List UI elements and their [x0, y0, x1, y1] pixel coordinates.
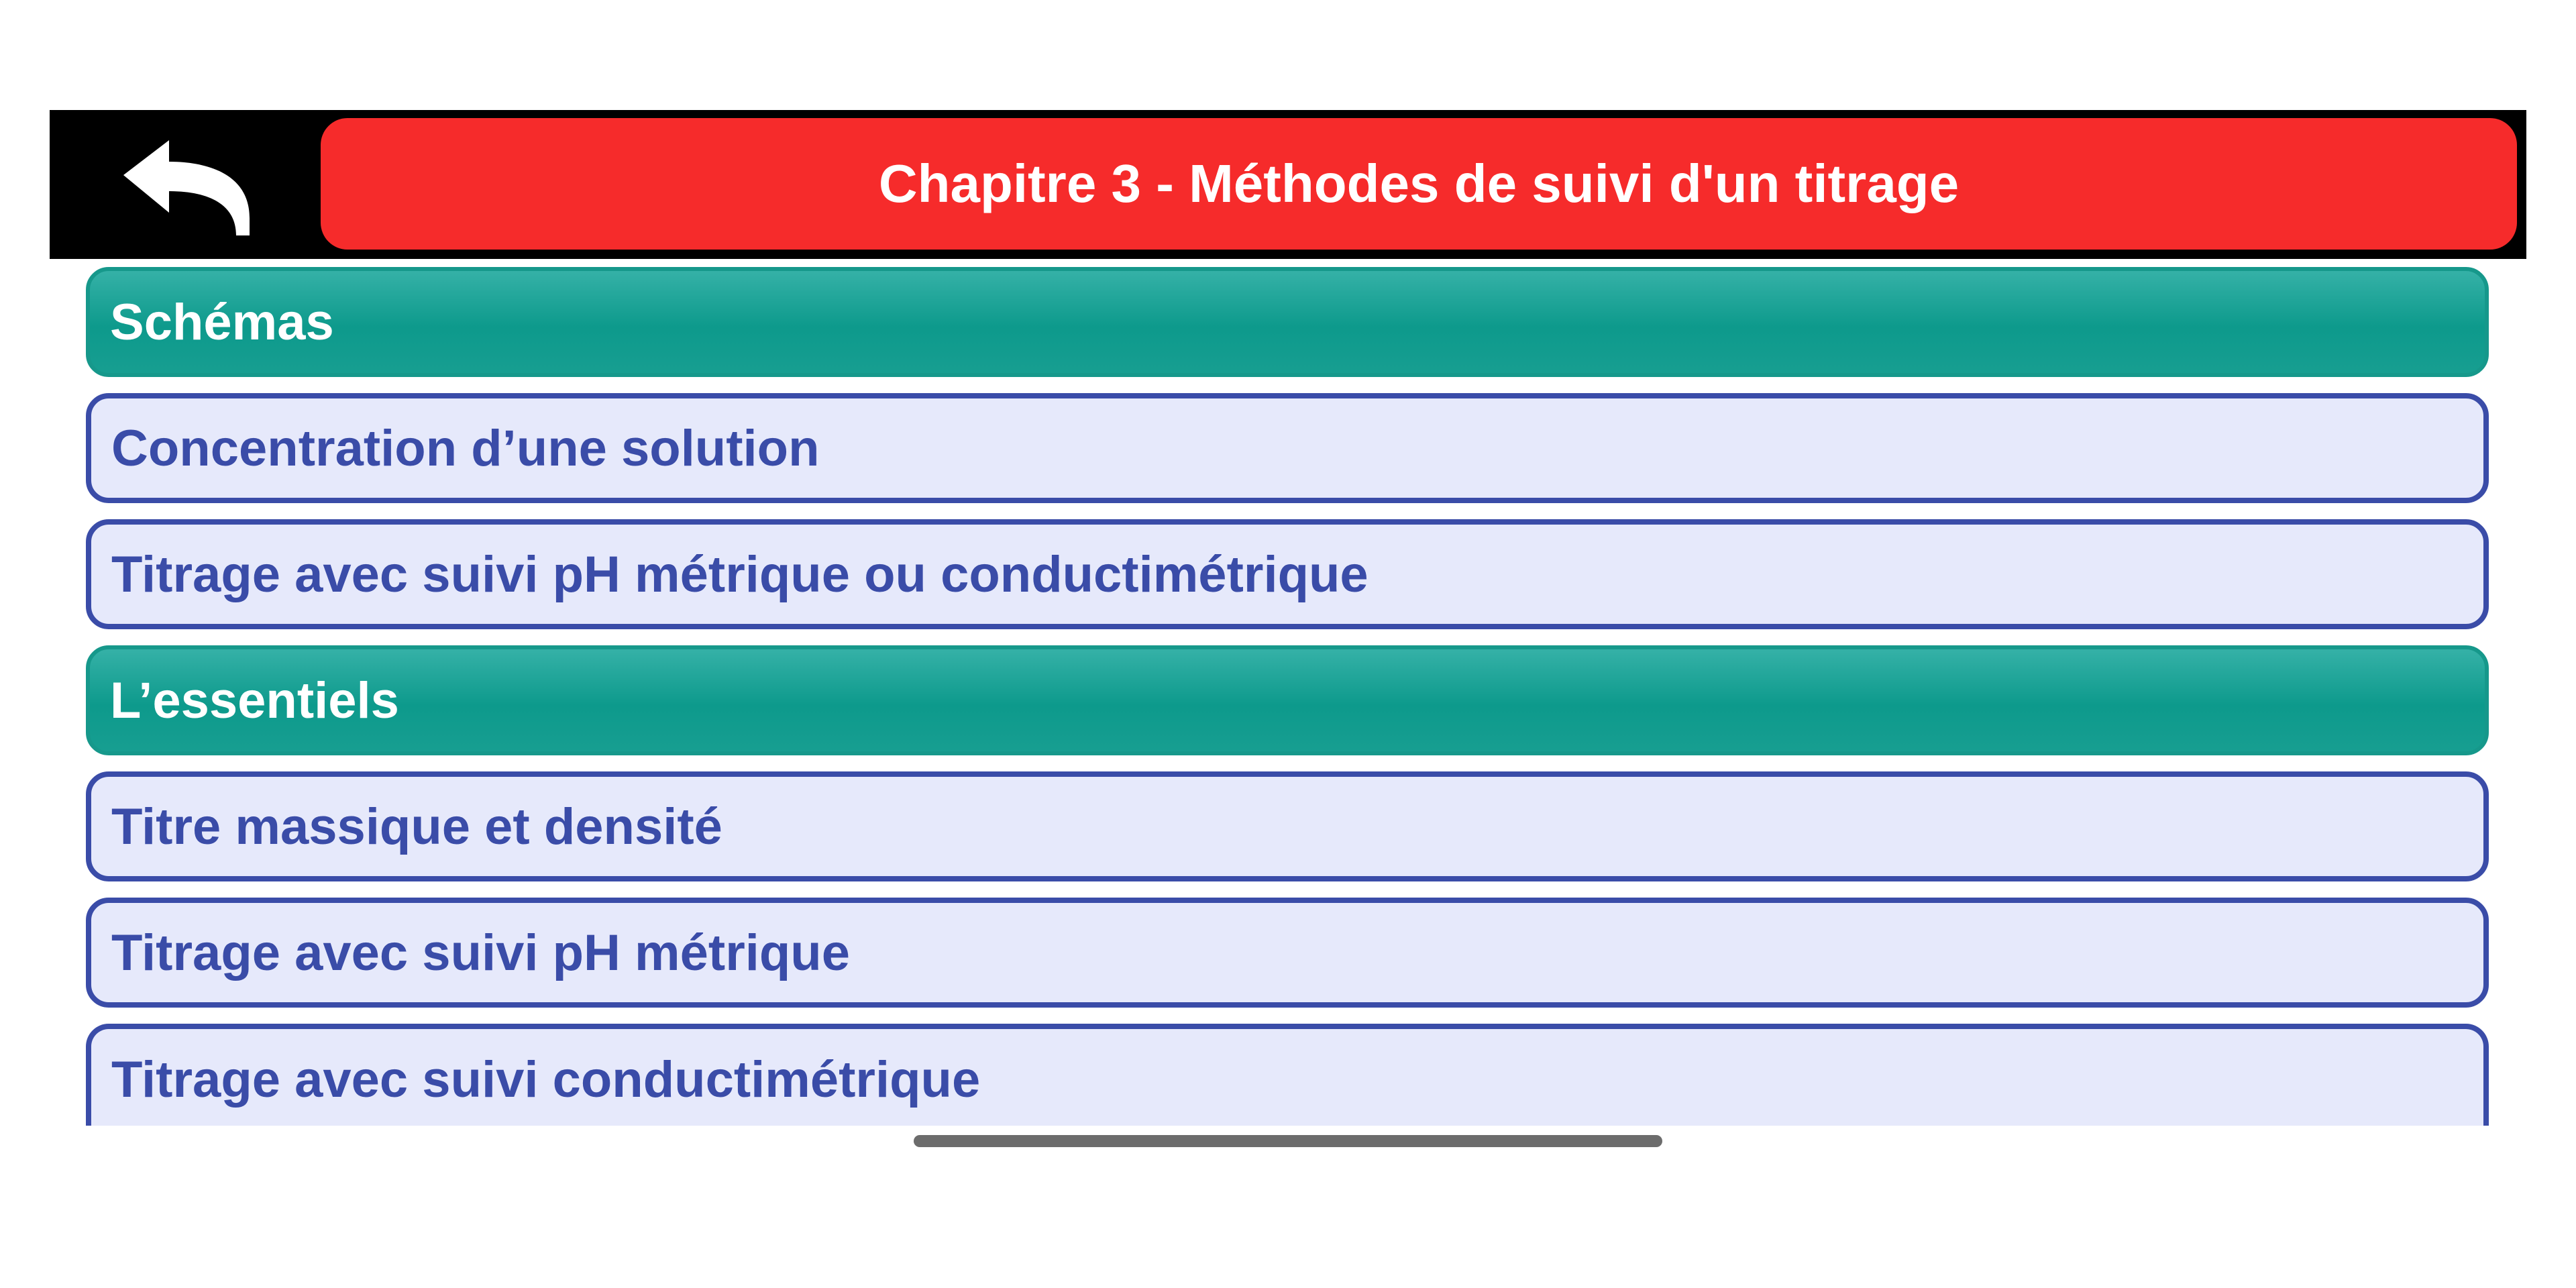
back-button[interactable]	[87, 127, 288, 248]
section-header-schemas	[86, 267, 2489, 377]
back-arrow-icon	[121, 138, 255, 238]
list-item-titre-massique[interactable]	[86, 771, 2489, 881]
section-label: L’essentiels	[110, 672, 399, 729]
list-item-titrage-conductimetrique[interactable]	[86, 1024, 2489, 1126]
list-item-label: Titre massique et densité	[111, 798, 722, 855]
list-item-label: Titrage avec suivi pH métrique	[111, 924, 850, 981]
page-title: Chapitre 3 - Méthodes de suivi d'un titrage	[878, 154, 1960, 213]
section-label: Schémas	[110, 293, 334, 351]
list-item-concentration[interactable]	[86, 393, 2489, 503]
list-item-label: Titrage avec suivi conductimétrique	[111, 1051, 981, 1108]
list-item-titrage-ph-ou-conductimetrique[interactable]	[86, 519, 2489, 629]
list-item-label: Titrage avec suivi pH métrique ou conductimétrique	[111, 545, 1368, 603]
section-header-essentiels	[86, 645, 2489, 755]
chapter-title-banner	[321, 118, 2517, 250]
list-item-titrage-ph[interactable]	[86, 898, 2489, 1008]
home-indicator[interactable]	[914, 1135, 1662, 1147]
list-item-label: Concentration d’une solution	[111, 419, 820, 477]
